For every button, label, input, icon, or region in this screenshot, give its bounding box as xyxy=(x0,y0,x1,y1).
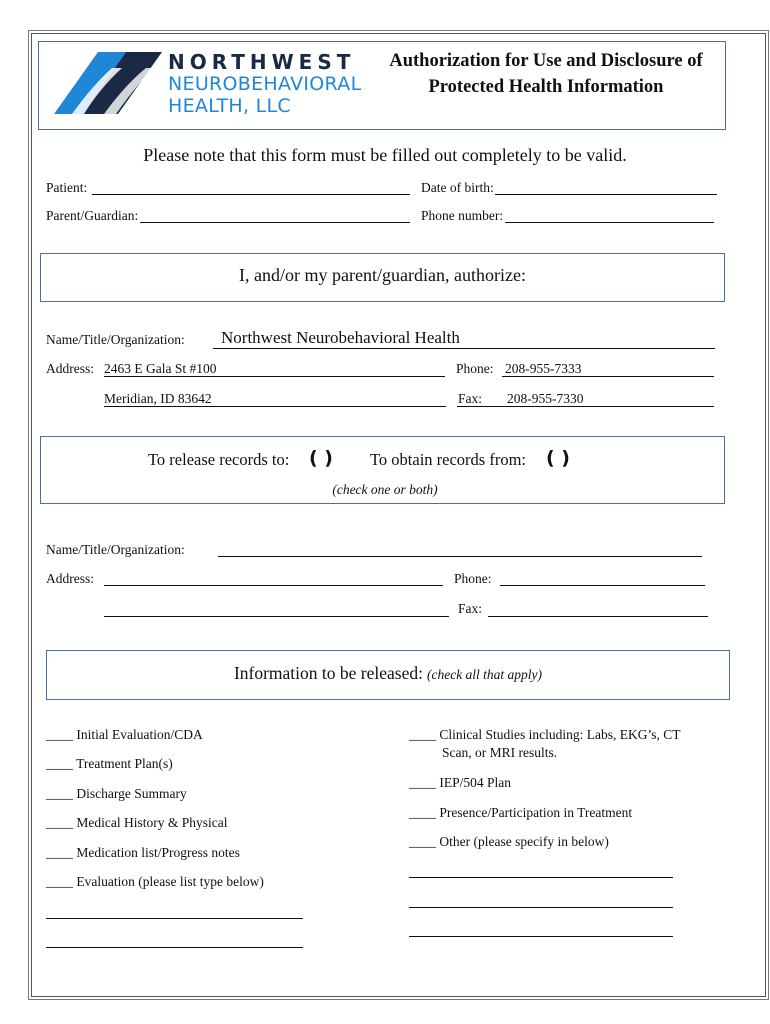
check-item-label: Evaluation (please list type below) xyxy=(76,874,264,889)
recipient-phone-field[interactable] xyxy=(500,585,705,586)
check-blank: ____ xyxy=(46,786,73,801)
info-heading-hint: (check all that apply) xyxy=(426,667,543,682)
recipient-fax-field[interactable] xyxy=(488,616,708,617)
check-item-label: Presence/Participation in Treatment xyxy=(439,805,633,820)
provider-phone-value: 208-955-7333 xyxy=(505,361,582,376)
provider-fax-rule xyxy=(457,406,714,407)
check-blank: ____ xyxy=(409,775,436,790)
check-blank: ____ xyxy=(46,727,73,742)
check-blank: ____ xyxy=(409,805,436,820)
recipient-address-field-1[interactable] xyxy=(104,585,443,586)
check-item-initial-eval[interactable] xyxy=(46,727,203,743)
check-item-label: Clinical Studies including: Labs, EKG’s, CT xyxy=(439,727,681,742)
evaluation-type-field-1[interactable] xyxy=(46,918,303,919)
guardian-field[interactable] xyxy=(140,222,410,223)
check-item-clinical-studies[interactable] xyxy=(409,726,729,762)
check-blank: ____ xyxy=(46,874,73,889)
logo-text-health-llc: HEALTH, LLC xyxy=(168,95,291,117)
form-title-line1: Authorization for Use and Disclosure of xyxy=(389,51,703,71)
check-item-label: Treatment Plan(s) xyxy=(76,756,173,771)
provider-address-label: Address: xyxy=(46,361,94,376)
check-item-iep-504[interactable] xyxy=(409,775,511,791)
check-item-label: Medication list/Progress notes xyxy=(76,845,240,860)
check-blank: ____ xyxy=(46,815,73,830)
provider-name-label: Name/Title/Organization: xyxy=(46,332,185,347)
validity-note: Please note that this form must be filled out completely to be valid. xyxy=(143,145,627,165)
info-heading-text: Information to be released: xyxy=(233,663,423,683)
provider-address-line1: 2463 E Gala St #100 xyxy=(104,361,217,376)
patient-label: Patient: xyxy=(46,180,88,195)
check-item-treatment-plan[interactable] xyxy=(46,756,173,772)
check-blank: ____ xyxy=(409,727,436,742)
check-item-evaluation[interactable] xyxy=(46,874,264,890)
provider-address-line1-rule xyxy=(104,376,445,377)
check-item-label: Other (please specify in below) xyxy=(439,834,609,849)
check-item-label: IEP/504 Plan xyxy=(439,775,512,790)
provider-fax-value: 208-955-7330 xyxy=(507,391,584,406)
provider-phone-label: Phone: xyxy=(456,361,494,376)
provider-name-line xyxy=(213,348,715,349)
check-item-label: Discharge Summary xyxy=(76,786,187,801)
check-item-label-cont: Scan, or MRI results. xyxy=(442,745,558,760)
other-specify-field-2[interactable] xyxy=(409,907,673,908)
recipient-address-field-2[interactable] xyxy=(104,616,449,617)
guardian-label: Parent/Guardian: xyxy=(46,208,139,223)
recipient-name-label: Name/Title/Organization: xyxy=(46,542,185,557)
provider-address-line2-rule xyxy=(104,406,446,407)
info-heading xyxy=(46,663,730,684)
form-title xyxy=(370,48,722,100)
check-item-presence-participation[interactable] xyxy=(409,805,632,821)
recipient-phone-label: Phone: xyxy=(454,571,492,586)
release-label: To release records to: xyxy=(148,450,290,469)
patient-field[interactable] xyxy=(92,194,410,195)
direction-hint: (check one or both) xyxy=(332,482,438,497)
check-item-medication-list[interactable] xyxy=(46,845,240,861)
dob-label: Date of birth: xyxy=(421,180,494,195)
other-specify-field-1[interactable] xyxy=(409,877,673,878)
phone-number-field[interactable] xyxy=(505,222,714,223)
release-checkbox[interactable]: ( ) xyxy=(309,447,333,469)
provider-fax-label: Fax: xyxy=(458,391,483,406)
obtain-label: To obtain records from: xyxy=(370,450,527,469)
evaluation-type-field-2[interactable] xyxy=(46,947,303,948)
check-item-other[interactable] xyxy=(409,834,609,850)
check-item-medical-history[interactable] xyxy=(46,815,227,831)
check-blank: ____ xyxy=(46,845,73,860)
provider-phone-rule xyxy=(502,376,714,377)
check-item-discharge-summary[interactable] xyxy=(46,786,187,802)
check-blank: ____ xyxy=(46,756,73,771)
recipient-address-label: Address: xyxy=(46,571,94,586)
check-item-label: Medical History & Physical xyxy=(76,815,228,830)
form-title-line2: Protected Health Information xyxy=(428,77,664,97)
recipient-name-field[interactable] xyxy=(218,556,702,557)
obtain-checkbox[interactable]: ( ) xyxy=(546,447,570,469)
check-item-label: Initial Evaluation/CDA xyxy=(76,727,203,742)
provider-address-line2: Meridian, ID 83642 xyxy=(104,391,212,406)
provider-name-value: Northwest Neurobehavioral Health xyxy=(221,328,460,347)
recipient-fax-label: Fax: xyxy=(458,601,483,616)
authorize-heading: I, and/or my parent/guardian, authorize: xyxy=(239,265,526,285)
dob-field[interactable] xyxy=(495,194,717,195)
phone-number-label: Phone number: xyxy=(421,208,504,223)
logo-mark xyxy=(52,46,164,120)
logo-text-neurobehavioral: NEUROBEHAVIORAL xyxy=(168,73,362,95)
check-blank: ____ xyxy=(409,834,436,849)
other-specify-field-3[interactable] xyxy=(409,936,673,937)
logo-text-northwest: NORTHWEST xyxy=(168,50,356,74)
